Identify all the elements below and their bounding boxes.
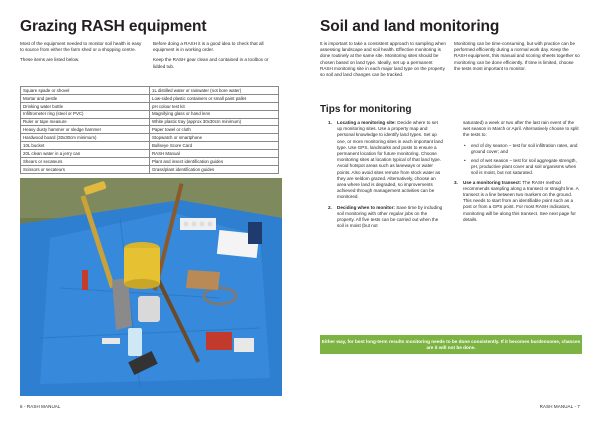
bullet-list	[454, 143, 580, 177]
paragraph: Keep the RASH gear clean and contained in a toolbox or lidded tub.	[153, 57, 269, 69]
tips-heading: Tips for monitoring	[320, 104, 412, 115]
table-cell: RASH Manual	[150, 150, 279, 158]
table-cell: Mortar and pestle	[21, 94, 150, 102]
table-row	[21, 126, 279, 134]
tips-list	[328, 120, 444, 229]
list-number: 1.	[328, 120, 332, 125]
table-cell: Shears or secateurs	[21, 158, 150, 166]
equipment-photo	[20, 178, 282, 396]
list-item	[328, 120, 444, 201]
tip-text: Save time by including soil monitoring with other regular jobs on the property. All five tests can be carried out when the soil is moist (but not	[337, 204, 443, 229]
table-cell: White plastic tray (approx 30x30cm minimum)	[150, 118, 279, 126]
tip-heading: Locating a monitoring site:	[337, 120, 396, 125]
table-cell: Drinking water bottle	[21, 102, 150, 110]
page-footer: RASH MANUAL - 7	[539, 404, 580, 409]
table-cell: Magnifying glass or hand lens	[150, 110, 279, 118]
tips-column-1	[328, 120, 444, 233]
equipment-photo-illustration	[20, 178, 282, 396]
table-row	[21, 118, 279, 126]
table-cell: 20L clean water in a jerry can	[21, 150, 150, 158]
table-row	[21, 134, 279, 142]
table-cell: Hardwood board (30x30cm minimum)	[21, 134, 150, 142]
intro-column-1	[320, 41, 446, 82]
table-cell: Stopwatch or smartphone	[150, 134, 279, 142]
paragraph: It is important to take a consistent approach to sampling when assessing landscape and soil health. Effective monitoring is done routinely at the same site. Monitoring sites should be chosen based on land type. Ideally, set up a permanent RASH monitoring site in each major land type on the property so soil and land changes can be tracked.	[320, 41, 446, 78]
tip-heading: Use a monitoring transect:	[463, 179, 522, 185]
right-page	[300, 0, 600, 424]
table-cell: Infiltrometer ring (steel or PVC)	[21, 110, 150, 118]
table-row	[21, 102, 279, 110]
table-cell: Plant and insect identification guides	[150, 158, 279, 166]
table-cell: Grass/plant identification guides	[150, 165, 279, 173]
list-item: • end of wet season – test for soil aggregate strength, pH, productive plant cover and soil organisms when soil is moist, but not saturated.	[463, 158, 580, 177]
intro-column-2	[454, 41, 581, 76]
table-cell: Square spade or shovel	[21, 87, 150, 95]
paragraph: Most of the equipment needed to monitor soil health is easy to source from either the farm shed or a shopping centre.	[20, 41, 142, 53]
table-cell: Paper towel or cloth	[150, 126, 279, 134]
tips-column-2	[454, 120, 580, 227]
callout-banner: Either way, for best long-term results monitoring needs to be done consistently. If it becomes burdensome, chances are it will not be done.	[320, 335, 582, 354]
page-title: Grazing RASH equipment	[20, 18, 207, 35]
table-cell: Bullseye Score Card	[150, 142, 279, 150]
table-row	[21, 142, 279, 150]
paragraph: Monitoring can be time-consuming, but with practice can be performed efficiently during a normal work day. Keep the RASH equipment, this manual and scoring sheets together so monitoring can be done efficiently. If time is limited, choose the tests most important to monitor.	[454, 41, 580, 71]
table-cell: Low-sided plastic containers or small paint pallet	[150, 94, 279, 102]
equipment-table	[20, 86, 279, 174]
page-footer: 6 - RASH MANUAL	[20, 404, 61, 409]
table-cell: Ruler or tape measure	[21, 118, 150, 126]
paragraph: Before doing a RASH it is a good idea to check that all equipment is in working order.	[153, 41, 264, 53]
tip-heading: Deciding when to monitor:	[337, 204, 395, 210]
intro-column-1	[20, 41, 145, 68]
paragraph: saturated) a week or two after the last rain event of the wet season in March or April. Alternatively choose to split the tests to:	[463, 120, 579, 138]
table-cell: Scissors or secateurs	[21, 165, 150, 173]
table-cell: 1L distilled water or rainwater (not bore water)	[150, 87, 279, 95]
table-row	[21, 150, 279, 158]
table-row	[21, 165, 279, 173]
tip-text: The RASH method recommends sampling along a transect or straight line. A transect is a line between two markers on the ground. This needs to start from an identifiable point such as a post or from a GPS point. For most RASH indicators, monitoring will be along this transect. See next page for details.	[463, 179, 579, 222]
table-row	[21, 158, 279, 166]
table-cell: pH colour test kit	[150, 102, 279, 110]
table-cell: Heavy dusty hammer or sledge hammer	[21, 126, 150, 134]
table-row	[21, 87, 279, 95]
table-row	[21, 110, 279, 118]
page-title: Soil and land monitoring	[320, 18, 500, 35]
list-number: 3.	[454, 179, 458, 185]
list-number: 2.	[328, 204, 332, 210]
table-row	[21, 94, 279, 102]
list-item	[454, 180, 580, 223]
intro-column-2	[153, 41, 278, 74]
list-item: • end of dry season – test for soil infiltration rates, and ground cover; and	[463, 143, 580, 155]
tips-list	[454, 180, 580, 223]
list-item	[328, 205, 444, 230]
tip-text: Decide where to set up monitoring sites. Use a property map and personal knowledge to identify land types. Set up one, or more monitoring sites in each important land type. Use GPS, landmarks and posts to ensure a permanent location for future monitoring. Choose monitoring sites at location typical of that land type. Avoid hotspot areas such as laneways or water points. Also avoid sites remote from stock water as they are seldom grazed. Alternatively, choose an area where land is degraded, so improvements achieved through management activities can be monitored.	[337, 120, 443, 200]
paragraph: These items are listed below.	[20, 57, 80, 63]
table-cell: 10L bucket	[21, 142, 150, 150]
